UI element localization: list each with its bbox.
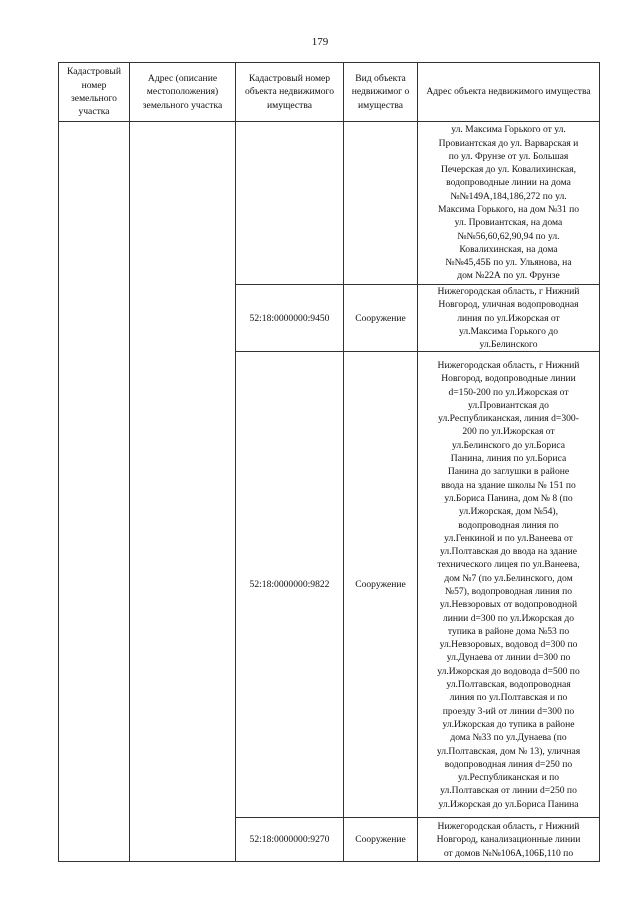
table-header-row [59, 63, 600, 122]
object-cadastral-number-cell: 52:18:0000000:9450 [236, 285, 344, 352]
land-cadastral-number-cell [59, 122, 130, 862]
object-address-text: Нижегородская область, г Нижний Новгород, канализационные линии от домов №№106А,106Б,110 по [436, 821, 581, 859]
object-type-cell: Сооружение [344, 285, 418, 352]
object-type-cell: Сооружение [344, 818, 418, 862]
header-land-address: Адрес (описание местоположения) земельного участка [130, 63, 236, 122]
object-address-cell [418, 285, 600, 352]
object-type-cell [344, 122, 418, 285]
object-address-text: Нижегородская область, г Нижний Новгород, водопроводные линии d=150-200 по ул.Ижорская от ул.Провиантская до ул.Республиканская, линия d=300- 200 по ул.Ижорская от ул.Белинского до ул.Бориса Панина, линия по ул.Бориса Панина до заглушки в районе ввода на здание школы № 151 по ул.Бориса Панина, дом № 8 (по ул.Ижорская, дом №54), водопроводная линия по ул.Генкиной и по ул.Ванеева от ул.Полтавская до ввода на здание технического лицея по ул.Ванеева, дом №7 (по ул.Белинского, дом №57), водопроводная линия по ул.Невзоровых от водопроводной линии d=300 по ул.Ижорская до тупика в районе дома №53 по ул.Невзоровых, водовод d=300 по ул.Дунаева от линии d=300 по ул.Ижорская до водовода d=500 по ул.Полтавская, водопроводная линия по ул.Полтавская и по проезду 3-ий от линии d=300 по ул.Ижорская до тупика в районе дома №33 по ул.Дунаева (по ул.Полтавская, дом № 13), уличная водопроводная линия d=250 по ул.Республиканская и по ул.Полтавская от линии d=250 по ул.Ижорская до ул.Бориса Панина [436, 359, 581, 810]
object-type-cell: Сооружение [344, 352, 418, 818]
object-address-cell [418, 352, 600, 818]
object-cadastral-number-cell [236, 122, 344, 285]
object-address-cell [418, 818, 600, 862]
table-row [59, 122, 600, 285]
page-number: 179 [311, 36, 329, 48]
header-land-cadastral-number: Кадастровый номер земельного участка [59, 63, 130, 122]
header-object-type: Вид объекта недвижимог о имущества [344, 63, 418, 122]
object-address-text: Нижегородская область, г Нижний Новгород, уличная водопроводная линия по ул.Ижорская от ул.Максима Горького до ул.Белинского [437, 286, 580, 351]
header-object-address: Адрес объекта недвижимого имущества [418, 63, 600, 122]
object-address-text: ул. Максима Горького от ул. Провиантская до ул. Варварская и по ул. Фрунзе от ул. Большая Печерская до ул. Ковалихинская, водопроводные линии на дома №№149А,184,186,272 по ул. Максима Горького, на дом №31 по ул. Провиантская, на дома №№56,60,62,90,94 по ул. Ковалихинская, на дома №№45,45Б по ул. Ульянова, на дом №22А по ул. Фрунзе [437, 124, 580, 282]
property-table [58, 62, 600, 862]
object-address-cell [418, 122, 600, 285]
object-cadastral-number-cell: 52:18:0000000:9822 [236, 352, 344, 818]
header-object-cadastral-number: Кадастровый номер объекта недвижимого имущества [236, 63, 344, 122]
land-address-cell [130, 122, 236, 862]
object-cadastral-number-cell: 52:18:0000000:9270 [236, 818, 344, 862]
